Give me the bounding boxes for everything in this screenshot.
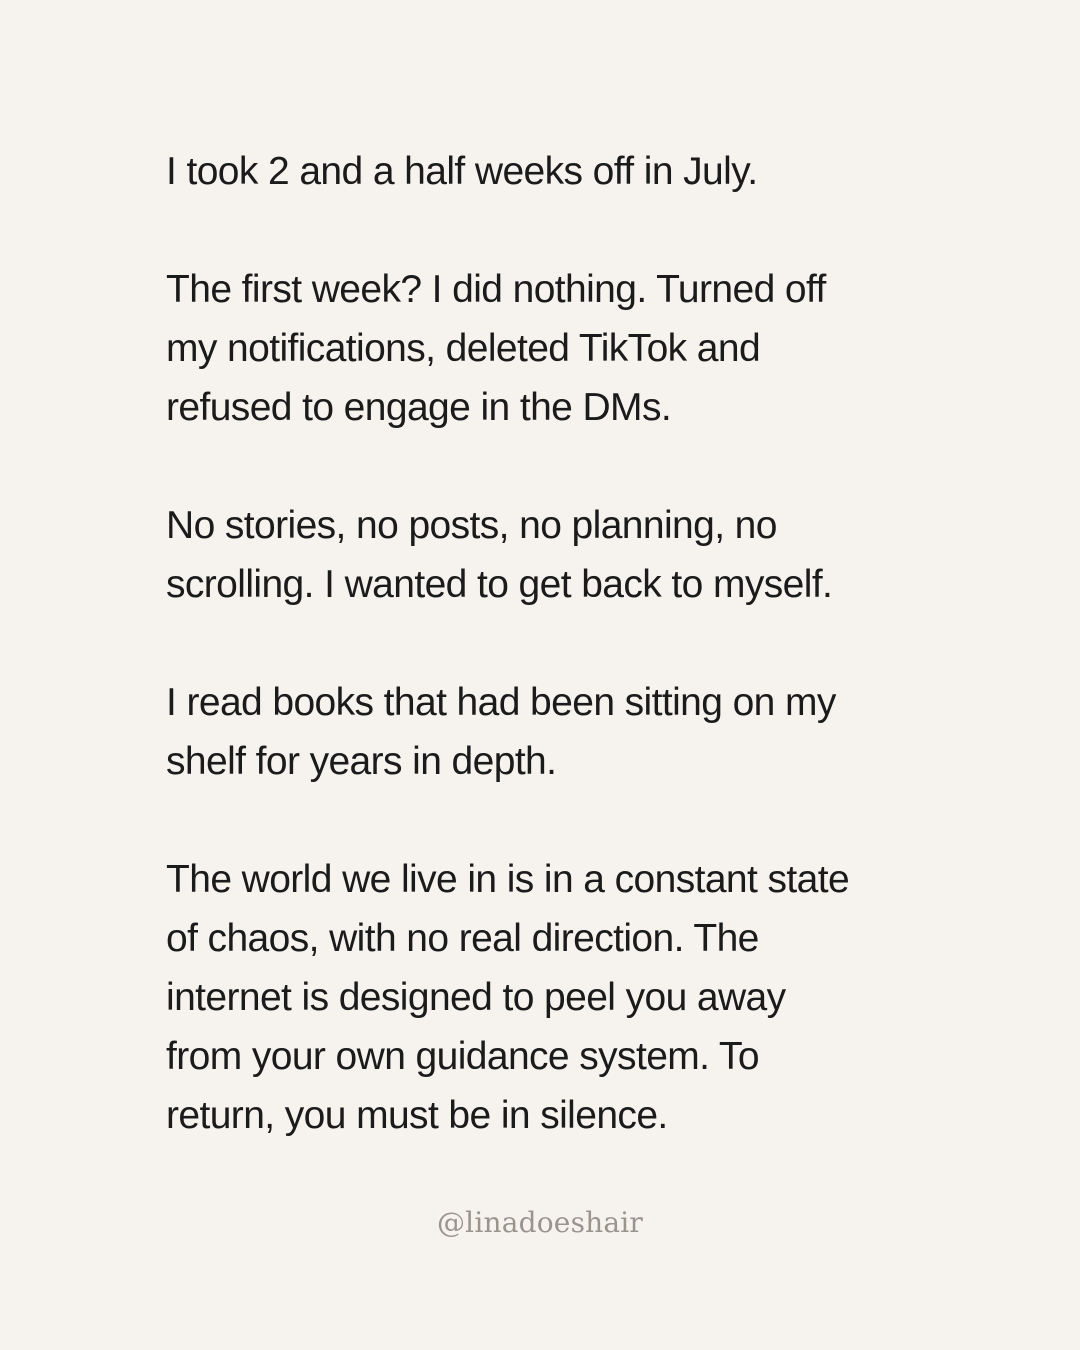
paragraph-2 xyxy=(166,260,946,437)
paragraph-3 xyxy=(166,496,946,614)
paragraph-line: scrolling. I wanted to get back to myself. xyxy=(166,563,833,606)
paragraph-4 xyxy=(166,673,946,791)
paragraph-line: No stories, no posts, no planning, no xyxy=(166,504,777,547)
post-body xyxy=(166,142,946,1145)
paragraph-line: from your own guidance system. To xyxy=(166,1035,759,1078)
paragraph-1 xyxy=(166,142,946,201)
paragraph-line: refused to engage in the DMs. xyxy=(166,386,672,429)
paragraph-line: shelf for years in depth. xyxy=(166,740,557,783)
paragraph-line: my notifications, deleted TikTok and xyxy=(166,327,761,370)
paragraph-line: return, you must be in silence. xyxy=(166,1094,668,1137)
paragraph-line: The world we live in is in a constant state xyxy=(166,858,850,901)
paragraph-line: I read books that had been sitting on my xyxy=(166,681,836,724)
author-handle: @linadoeshair xyxy=(436,1206,644,1239)
paragraph-line: internet is designed to peel you away xyxy=(166,976,786,1019)
paragraph-line: The first week? I did nothing. Turned off xyxy=(166,268,826,311)
paragraph-line: of chaos, with no real direction. The xyxy=(166,917,759,960)
paragraph-line: I took 2 and a half weeks off in July. xyxy=(166,150,758,193)
paragraph-5 xyxy=(166,850,946,1145)
